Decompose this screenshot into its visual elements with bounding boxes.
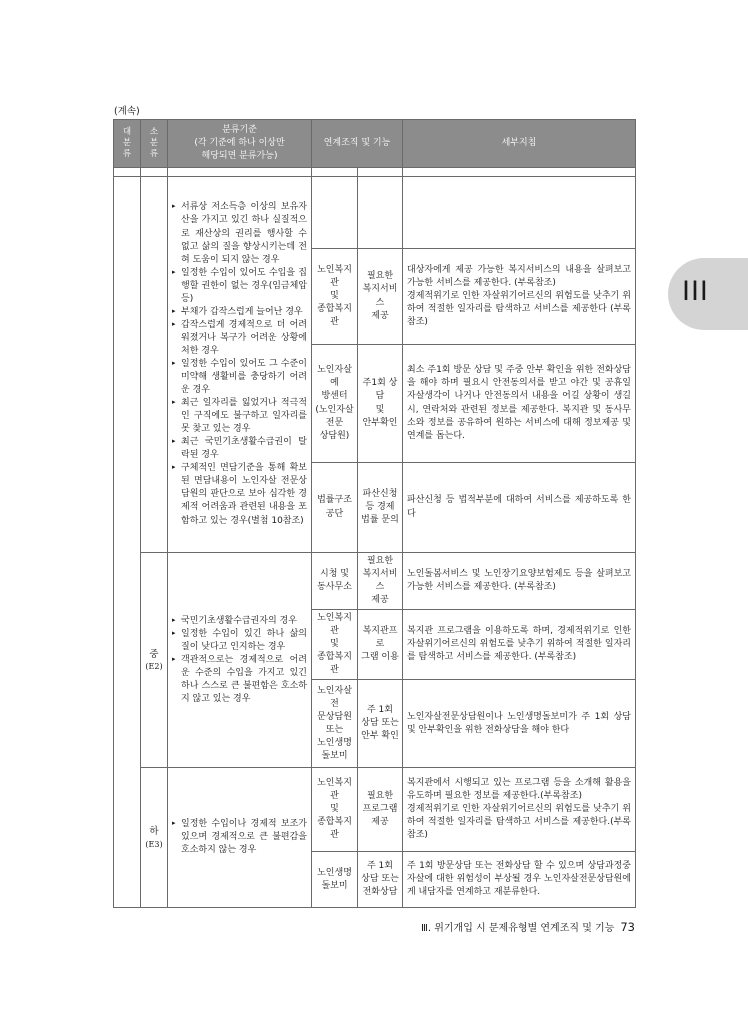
major-cell (114, 177, 141, 908)
func-cell: 주 1회 상담 또는 전화상담 (358, 852, 403, 908)
criteria-item: ▸ 일정한 수입이 있어도 수입을 집행할 권한이 없는 경우(임금체압 등) (172, 267, 307, 306)
minor-cell (141, 177, 168, 553)
org-cell: 노인자살예 방센터 (노인자살 전문 상담원) (312, 345, 358, 463)
func-cell: 복지관프로 그램 이용 (358, 610, 403, 680)
criteria-cell (168, 177, 312, 553)
org-cell (312, 168, 358, 177)
header-major: 대 분 류 (114, 120, 141, 168)
table-header-row (114, 120, 636, 168)
minor-code: (E3) (145, 840, 163, 849)
criteria-list (172, 615, 307, 706)
func-cell: 주 1회 상담 또는 안부 확인 (358, 680, 403, 768)
func-cell (358, 168, 403, 177)
criteria-item: ▸ 서류상 저소득층 이상의 보유자산을 가지고 있긴 하나 실질적으로 재산상의 권리를 행사할 수 없고 삶의 질을 향상시키는데 전혀 도움이 되지 않는 경우 (172, 201, 307, 266)
criteria-item: ▸ 갑작스럽게 경제적으로 더 어려워졌거나 복구가 어려운 상황에 처한 경우 (172, 319, 307, 358)
table-row (114, 168, 636, 177)
minor-label: 중 (149, 648, 159, 660)
detail-cell: 복지관 프로그램을 이용하도록 하며, 경제적위기로 인한 자살위기어르신의 위험도를 낮추기 위하여 적절한 일자리를 탐색하고 서비스를 제공한다. (부록참조) (403, 610, 636, 680)
func-cell (358, 177, 403, 249)
detail-cell (403, 168, 636, 177)
org-cell: 노인생명 돌보미 (312, 852, 358, 908)
criteria-item: ▸ 최근 국민기초생활수급권이 탈락된 경우 (172, 436, 307, 462)
classification-table (113, 119, 636, 908)
table-row (114, 177, 636, 249)
table-row (114, 553, 636, 610)
header-criteria: 분류기준 (각 기준에 하나 이상만 해당되면 분류가능) (168, 120, 312, 168)
criteria-item: ▸ 부채가 갑작스럽게 늘어난 경우 (172, 306, 307, 319)
org-cell: 법률구조 공단 (312, 463, 358, 553)
minor-code: (E2) (145, 662, 163, 672)
criteria-item: ▸ 객관적으로는 경제적으로 어려운 수준의 수입을 가지고 있긴 하나 스스로 큰 불편함은 호소하지 않고 있는 경우 (172, 654, 307, 706)
criteria-item: ▸ 구체적인 면담기준을 통해 확보된 면담내용이 노인자살 전문상담원의 판단으로 보아 심각한 경제적 어려움과 관련된 내용을 포함하고 있는 경우(별첨 10참조) (172, 462, 307, 527)
chapter-tab-label: III (682, 276, 709, 307)
criteria-list (172, 201, 307, 527)
func-cell: 주1회 상담 및 안부확인 (358, 345, 403, 463)
header-minor: 소 분 류 (141, 120, 168, 168)
criteria-item: ▸ 최근 일자리를 잃었거나 적극적인 구직에도 불구하고 일자리를 못 찾고 있는 경우 (172, 397, 307, 436)
org-cell: 노인복지관 및 종합복지관 (312, 610, 358, 680)
minor-cell (141, 768, 168, 908)
criteria-cell (168, 768, 312, 908)
page-number: 73 (620, 920, 635, 934)
org-cell: 노인복지관 및 종합복지관 (312, 249, 358, 345)
chapter-tab (668, 258, 748, 330)
detail-cell: 노인돌봄서비스 및 노인장기요양보험제도 등을 살펴보고 가능한 서비스를 제공한다. (부록참조) (403, 553, 636, 610)
detail-cell: 주 1회 방문상담 또는 전화상담 할 수 있으며 상담과정중 자살에 대한 위험성이 부상될 경우 노인자살전문상담원에게 내담자를 연계하고 재분류한다. (403, 852, 636, 908)
criteria-item: ▸ 일정한 수입이 있어도 그 수준이 미약해 생활비를 충당하기 어려운 경우 (172, 358, 307, 397)
criteria-cell (168, 553, 312, 768)
footer-chapter-title: Ⅲ. 위기개입 시 문제유형별 연계조직 및 기능 (420, 923, 615, 934)
detail-cell: 최소 주1회 방문 상담 및 주중 안부 확인을 위한 전화상담을 해야 하며 필요시 안전동의서를 받고 야간 및 공휴일 자살생각이 나거나 안전동의서 내용을 어길 상황이 생길 시, 연락처와 관련된 정보를 제공한다. 복지관 및 동사무소와 정보를 공유하여 원하는 서비스에 대해 정보제공 및 연계를 돕는다. (403, 345, 636, 463)
minor-cell (141, 168, 168, 177)
minor-cell (141, 553, 168, 768)
detail-cell: 노인자살전문상담원이나 노인생명돌보미가 주 1회 상담 및 안부확인을 위한 전화상담을 해야 한다 (403, 680, 636, 768)
org-cell: 시청 및 동사무소 (312, 553, 358, 610)
criteria-cell (168, 168, 312, 177)
org-cell: 노인복지관 및 종합복지관 (312, 768, 358, 852)
func-cell: 파산신청 등 경제 법률 문의 (358, 463, 403, 553)
table-row (114, 768, 636, 852)
criteria-item: ▸ 일정한 수입이 있긴 하나 삶의 질이 낮다고 인지하는 경우 (172, 628, 307, 654)
org-cell (312, 177, 358, 249)
page-footer (421, 919, 635, 934)
detail-cell: 대상자에게 제공 가능한 복지서비스의 내용을 살펴보고 가능한 서비스를 제공한다. (부록참조) 경제적위기로 인한 자살위기어르신의 위험도를 낮추기 위하여 적절한 일자리를 탐색하고 서비스를 제공한다 (부록참조) (403, 249, 636, 345)
detail-cell: 파산신청 등 법적부분에 대하여 서비스를 제공하도록 한다 (403, 463, 636, 553)
org-cell: 노인자살전 문상담원 또는 노인생명 돌보미 (312, 680, 358, 768)
criteria-item: ▸ 일정한 수입이나 경제적 보조가 있으며 경제적으로 큰 불편감을 호소하지 않는 경우 (172, 818, 307, 857)
header-org-func: 연계조직 및 기능 (312, 120, 403, 168)
func-cell: 필요한 복지서비스 제공 (358, 553, 403, 610)
detail-cell: 복지관에서 시행되고 있는 프로그램 등을 소개해 활용을 유도하며 필요한 정보를 제공한다.(부록참조) 경제적위기로 인한 자살위기어르신의 위험도를 낮추기 위하여 적절한 일자리를 탐색하고 서비스를 제공한다.(부록참조) (403, 768, 636, 852)
minor-label: 하 (149, 826, 159, 838)
func-cell: 필요한 복지서비스 제공 (358, 249, 403, 345)
major-cell (114, 168, 141, 177)
criteria-list (172, 818, 307, 857)
criteria-item: ▸ 국민기초생활수급권자의 경우 (172, 615, 307, 628)
func-cell: 필요한 프로그램 제공 (358, 768, 403, 852)
header-detail: 세부지침 (403, 120, 636, 168)
continued-label: (계속) (114, 106, 140, 117)
detail-cell (403, 177, 636, 249)
